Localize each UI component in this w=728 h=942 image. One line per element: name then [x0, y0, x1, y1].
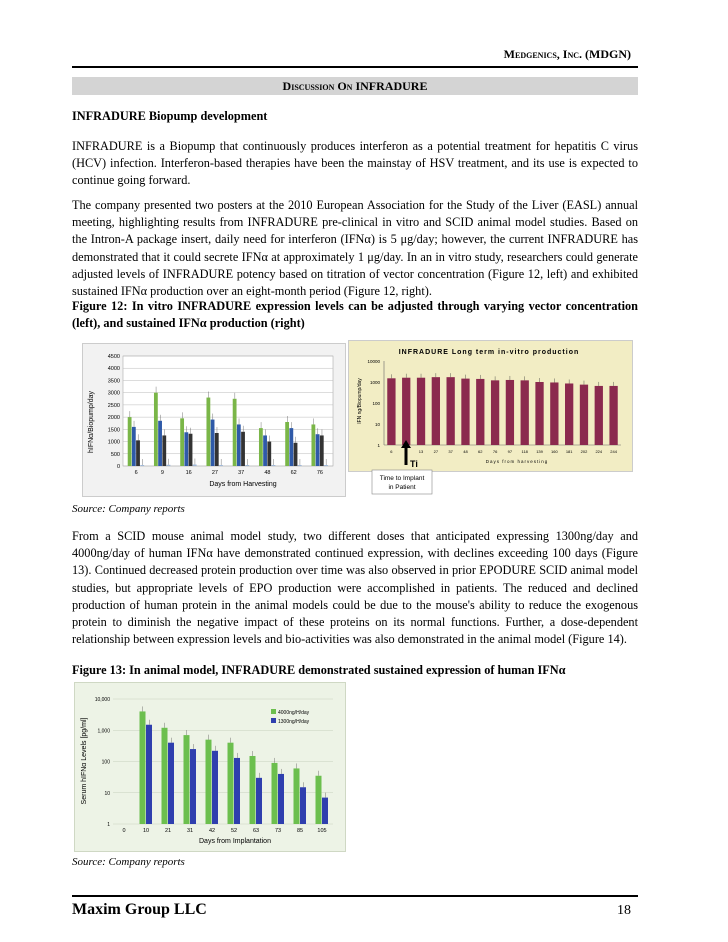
figure-12-left-chart	[82, 343, 346, 497]
annotation-line-1: Time to Implant	[379, 475, 425, 482]
y-tick-label: 4000	[107, 366, 120, 373]
x-tick-label: 202	[580, 449, 588, 454]
x-tick-label: 21	[164, 828, 172, 834]
running-header	[504, 47, 631, 62]
bar	[168, 743, 174, 824]
bar	[535, 382, 543, 445]
bar	[234, 758, 240, 824]
bar	[521, 380, 529, 445]
y-tick-label: 500	[110, 451, 120, 458]
bar	[565, 383, 573, 445]
bar	[263, 435, 267, 466]
y-tick-label: 100	[101, 759, 110, 766]
bar	[146, 725, 152, 824]
chart-title: INFRADURE Long term in-vitro production	[398, 349, 580, 356]
x-tick-label: 244	[610, 449, 617, 454]
legend-label: 4000ng/H/day	[278, 710, 310, 716]
bar	[128, 417, 132, 466]
x-tick-label: 27	[433, 449, 439, 454]
x-tick-label: 16	[185, 470, 192, 476]
arrow-shaft	[405, 447, 408, 465]
legend-label: 1300ng/H/day	[278, 719, 310, 725]
x-tick-label: 139	[536, 449, 543, 454]
legend-swatch	[271, 709, 276, 714]
paragraph-1: INFRADURE is a Biopump that continuously produces interferon as a potential treatment for hepatitis C virus (HCV) infection. Interferon-based therapies have been the mainstay of HSV treatment, and its use is expected to continue going forward.	[72, 139, 638, 188]
y-tick-label: 2000	[107, 415, 120, 422]
ti-label: Ti	[410, 459, 418, 469]
x-tick-label: 62	[478, 449, 483, 454]
bar	[322, 798, 328, 824]
bar	[267, 442, 271, 466]
bar	[324, 465, 328, 466]
x-tick-label: 13	[418, 449, 424, 454]
bar	[158, 421, 162, 466]
bar	[212, 751, 218, 824]
y-tick-label: 1	[377, 443, 380, 448]
footer-rule	[72, 895, 638, 897]
arrow-head-icon	[401, 440, 411, 448]
bar	[237, 424, 241, 466]
x-axis-label: Days from Implantation	[199, 838, 271, 845]
bar	[417, 378, 425, 445]
bar	[140, 711, 146, 824]
bar	[402, 378, 410, 445]
x-tick-label: 48	[463, 449, 468, 454]
x-tick-label: 76	[492, 449, 498, 454]
x-tick-label: 52	[230, 828, 238, 834]
bar	[550, 382, 558, 445]
legend-swatch	[271, 718, 276, 723]
bar	[298, 465, 302, 466]
bar	[162, 728, 168, 824]
bar	[162, 435, 166, 466]
x-tick-label: 85	[296, 828, 304, 834]
x-tick-label: 27	[211, 470, 218, 476]
x-tick-label: 105	[317, 828, 327, 834]
x-tick-label: 37	[238, 470, 245, 476]
y-tick-label: 2500	[107, 402, 120, 409]
ticker: (MDGN)	[585, 47, 631, 61]
annotation-line-2: in Patient	[388, 484, 416, 491]
section-band	[72, 77, 638, 95]
figure-12-left-svg	[83, 344, 345, 496]
y-tick-label: 10	[374, 422, 380, 427]
bar	[228, 743, 234, 824]
bar	[432, 377, 440, 445]
bar	[215, 433, 219, 466]
bar	[300, 787, 306, 824]
bar	[189, 434, 193, 466]
bar	[506, 380, 514, 445]
y-tick-label: 10,000	[94, 697, 110, 703]
x-tick-label: 6	[390, 449, 393, 454]
bar	[461, 379, 469, 445]
bar	[387, 378, 395, 445]
x-tick-label: 63	[252, 828, 260, 834]
section-title-bold: INFRADURE	[355, 79, 428, 93]
bar	[206, 740, 212, 824]
x-tick-label: 97	[507, 449, 513, 454]
bar	[219, 465, 223, 466]
footer-firm: Maxim Group LLC	[72, 901, 207, 918]
x-tick-label: 10	[142, 828, 150, 834]
x-tick-label: 62	[290, 470, 297, 476]
bar	[167, 465, 171, 466]
x-tick-label: 224	[595, 449, 603, 454]
bar	[206, 398, 210, 466]
bar	[285, 422, 289, 466]
bar	[476, 379, 484, 445]
y-tick-label: 10	[104, 790, 110, 797]
bar	[250, 756, 256, 824]
page-number: 18	[617, 903, 631, 918]
y-tick-label: 0	[116, 464, 120, 470]
y-tick-label: 1,000	[97, 728, 110, 735]
bar	[245, 465, 249, 466]
x-tick-label: 42	[208, 828, 216, 834]
x-tick-label: 6	[134, 470, 138, 476]
bar	[294, 768, 300, 824]
bar	[259, 428, 263, 466]
y-axis-label: IFN ng/Biopump/day	[357, 378, 363, 424]
company-name: Medgenics, Inc.	[503, 47, 583, 61]
bar	[491, 380, 499, 445]
bar	[136, 440, 140, 466]
bar	[233, 399, 237, 466]
x-tick-label: 9	[160, 470, 164, 476]
header-rule	[72, 66, 638, 68]
x-tick-label: 0	[122, 828, 126, 834]
y-tick-label: 1000	[107, 439, 120, 446]
bar	[580, 385, 588, 445]
time-to-implant-annotation	[370, 440, 450, 496]
bar	[241, 432, 245, 466]
bar	[316, 776, 322, 824]
bar	[320, 435, 324, 466]
bar	[447, 377, 455, 445]
x-tick-label: 73	[274, 828, 282, 834]
x-axis-label: Days from Harvesting	[209, 481, 277, 488]
bar	[311, 424, 315, 466]
x-tick-label: 31	[186, 828, 194, 834]
y-tick-label: 1	[107, 822, 110, 828]
bar	[272, 763, 278, 824]
bar	[193, 465, 197, 466]
bar	[140, 465, 144, 466]
y-tick-label: 1500	[107, 427, 120, 434]
x-tick-label: 181	[565, 449, 573, 454]
paragraph-3: From a SCID mouse animal model study, two different doses that anticipated expressing 1300ng/day and 4000ng/day of human IFNα have demonstrated continued expression, with declines exceeding 100 days (Figure 13). Continued decreased protein production over time was also observed in prior EPODURE SCID animal model studies, but appropriate levels of EPO production were accomplished in patients. The reduced and declined production of human protein in the animal models could be due to the mouse's ability to reduce the exogenous protein to diminish the negative impact of these proteins on its normal functions. Further, a dose-dependent relationship between expression levels and bio-activities was also demonstrated in the animal model (Figure 14).	[72, 529, 638, 647]
y-axis-label: hIFNα/Biopump/day	[88, 390, 95, 454]
y-tick-label: 3500	[107, 378, 120, 385]
y-tick-label: 100	[372, 401, 380, 406]
x-tick-label: 48	[264, 470, 271, 476]
figure-13-svg	[75, 683, 345, 851]
section-heading: INFRADURE Biopump development	[72, 109, 268, 123]
bar	[272, 465, 276, 466]
bar	[132, 427, 136, 466]
y-tick-label: 3000	[107, 390, 120, 397]
x-tick-label: 76	[316, 470, 323, 476]
figure-12-caption: Figure 12: In vitro INFRADURE expression levels can be adjusted through varying vector concentration (left), and sustained IFNα production (right)	[72, 299, 638, 331]
y-tick-label: 1000	[369, 380, 380, 385]
section-title: Discussion On	[282, 79, 353, 93]
bar	[609, 386, 617, 445]
bar	[595, 386, 603, 445]
y-tick-label: 4500	[107, 354, 120, 360]
bar	[184, 735, 190, 824]
x-axis-label: Days from harvesting	[485, 459, 549, 464]
bar	[278, 774, 284, 824]
source-1: Source: Company reports	[72, 503, 185, 515]
bar	[180, 418, 184, 466]
bar	[289, 428, 293, 466]
figure-13-chart	[74, 682, 346, 852]
bar	[316, 434, 320, 466]
source-2: Source: Company reports	[72, 856, 185, 868]
bar	[211, 420, 215, 466]
figure-13-caption: Figure 13: In animal model, INFRADURE demonstrated sustained expression of human IFNα	[72, 663, 566, 677]
x-tick-label: 160	[551, 449, 558, 454]
y-axis-label: Serum hIFNα Levels [pg/ml]	[81, 717, 88, 805]
bar	[154, 393, 158, 466]
y-tick-label: 10000	[367, 359, 380, 364]
bar	[294, 443, 298, 466]
bar	[190, 749, 196, 824]
x-tick-label: 118	[521, 449, 528, 454]
x-tick-label: 37	[448, 449, 453, 454]
bar	[184, 432, 188, 466]
paragraph-2: The company presented two posters at the 2010 European Association for the Study of the Liver (EASL) annual meeting, highlighting results from INFRADURE pre-clinical in vitro and SCID animal model studies. Based on the Intron-A package insert, daily need for interferon (IFNα) is 5 μg/day; however, the current INFRADURE has demonstrated that it could secrete IFNα at approximately 1 μg/day. In an in vitro study, researchers could generate adjusted levels of INFRADURE potency based on titration of vector concentration (Figure 12, left) and exhibited sustained IFNα production over an eight-month period (Figure 12, right).	[72, 198, 638, 299]
bar	[256, 778, 262, 824]
